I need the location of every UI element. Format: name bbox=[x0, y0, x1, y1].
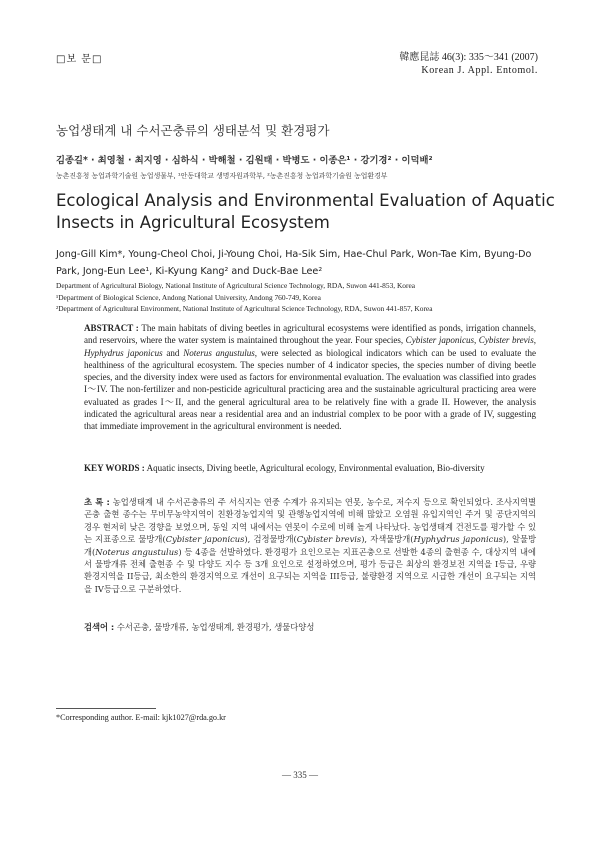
journal-kr: 韓應昆誌 46(3): 335～341 (2007) bbox=[399, 52, 538, 63]
abstract-text-2: , were selected as biological indicators which can be used to evaluate the healthiness of the agricultural ecosystem. The species number of 4 indicator species, the species number of diving beetle species, and the diversity index were used as factors for environmental evaluation. The evaluation was classified into grades I～IV. The non-fertilizer and non-pesticide agricultural practicing area and the sustainable agricultural practicing area were evaluated as grades I～II, and the general agricultural area to be relatively fine with a grade II. However, the analysis indicated the agricultural areas near a residential area and an industrial complex to be poor with a grade of IV, suggesting that immediate improvement in the agricultural environment is needed. bbox=[84, 347, 537, 432]
abstract-kr-text-3: ), 자색물방개( bbox=[361, 534, 414, 545]
kr-species-1: Cybister japonicus bbox=[165, 534, 245, 545]
journal-en: Korean J. Appl. Entomol. bbox=[421, 65, 538, 76]
keywords-english bbox=[84, 463, 536, 473]
journal-citation bbox=[399, 51, 538, 77]
abstract-label: ABSTRACT : bbox=[84, 323, 139, 333]
species-cybister-japonicus: Cybister japonicus bbox=[405, 335, 475, 346]
keywords-kr-label: 검색어 : bbox=[84, 622, 115, 632]
corresponding-author-footnote: *Corresponding author. E-mail: kjk1027@rda.go.kr bbox=[56, 713, 226, 722]
abstract-english: ABSTRACT : The main habitats of diving beetles in agricultural ecosystems were identified as ponds, irrigation channels, and reservoirs, where the water system is maintained throughout the year. Four species, Cybister japonicus, Cybister brevis, Hyphydrus japonicus and Noterus angustulus, were selected as biological indicators which can be used to evaluate the healthiness of the agricultural ecosystem. The species number of 4 indicator species, the species number of diving beetle species, and the diversity index were used as factors for environmental evaluation. The evaluation was classified into grades I～IV. The non-fertilizer and non-pesticide agricultural practicing area and the sustainable agricultural practicing area were evaluated as grades I～II, and the general agricultural area to be relatively fine with a grade II. However, the analysis indicated the agricultural areas near a residential area and an industrial complex to be poor with a grade of IV, suggesting that immediate improvement in the agricultural environment is needed. bbox=[84, 323, 537, 432]
kr-species-3: Hyphydrus japonicus bbox=[413, 534, 503, 545]
authors-english: Jong-Gill Kim*, Young-Cheol Choi, Ji-Young Choi, Ha-Sik Sim, Hae-Chul Park, Won-Tae Kim, Byung-Do Park, Jong-Eun Lee¹, Ki-Kyung Kang² and Duck-Bae Lee² bbox=[56, 249, 532, 277]
page-number: — 335 — bbox=[282, 770, 318, 780]
abstract-korean bbox=[84, 496, 536, 595]
abstract-kr-text-5: ) 등 4종을 선발하였다. 환경평가 요인으로는 지표곤충으로 선발한 4종의 출현종 수, 대상지역 내에서 물방개류 전체 출현종 수 및 다양도 지수 등 3개 요인으로 설정하였으며, 평가 등급은 최상의 환경보전 지역을 I등급, 우량 환경지역을 II등급, 최소한의 환경지역으로 개선이 요구되는 지역을 III등급, 불량환경 지역으로 시급한 개선이 요구되는 지역을 IV등급으로 구분하였다. bbox=[84, 546, 536, 594]
section-label: □보 문□ bbox=[56, 54, 103, 65]
affiliation-2: ¹Department of Biological Science, Andong National University, Andong 760-749, Korea bbox=[56, 292, 321, 302]
title-korean: 농업생태계 내 수서곤충류의 생태분석 및 환경평가 bbox=[56, 123, 330, 138]
affiliation-3: ²Department of Agricultural Environment, National Institute of Agricultural Science Technology, RDA, Suwon 441-857, Korea bbox=[56, 304, 433, 313]
affiliation-1: Department of Agricultural Biology, National Institute of Agricultural Science Technology, RDA, Suwon 441-853, Korea bbox=[56, 281, 416, 290]
abstract-kr-text-1: 농업생태계 내 수서곤충류의 주 서식지는 연중 수계가 유지되는 연못, 농수로, 저수지 등으로 확인되었다. 조사지역별 곤충 출현 종수는 무비무농약지역이 친환경농업지역 및 관행농업지역에 비해 많았고 오염원 유입지역인 주거 및 공단지역의 경우 현저히 낮은 경향을 보였으며, 동일 지역 내에서는 연못이 수로에 비해 높게 나타났다. 농업생태계 건전도를 평가할 수 있는 지표종으로 물방개( bbox=[84, 497, 537, 545]
keywords-korean bbox=[84, 621, 536, 633]
footnote-divider bbox=[56, 708, 156, 709]
abstract-text-1: The main habitats of diving beetles in agricultural ecosystems were identified as ponds, irrigation channels, and reservoirs, where the water system is maintained throughout the year. Four species, bbox=[84, 323, 536, 346]
kr-species-2: Cybister brevis bbox=[296, 534, 362, 545]
keywords-label: KEY WORDS : bbox=[84, 463, 145, 473]
species-noterus-angustulus: Noterus angustulus bbox=[183, 347, 255, 358]
authors-korean: 김종길* · 최영철 · 최지영 · 심하식 · 박해철 · 김원태 · 박병도 · 이종은¹ · 강기경² · 이덕배² bbox=[56, 155, 433, 166]
keywords-kr-text: 수서곤충, 물방개류, 농업생태계, 환경평가, 생물다양성 bbox=[116, 622, 315, 632]
abstract-and: and bbox=[166, 347, 180, 358]
title-english: Ecological Analysis and Environmental Evaluation of Aquatic Insects in Agricultural Ecosystem bbox=[56, 191, 555, 232]
abstract-kr-label: 초 록 : bbox=[84, 497, 110, 507]
abstract-kr-text-2: ), 검정물방개( bbox=[244, 534, 297, 545]
keywords-text: Aquatic insects, Diving beetle, Agricultural ecology, Environmental evaluation, Bio-diversity bbox=[146, 463, 485, 473]
kr-species-4: Noterus angustulus bbox=[95, 546, 179, 557]
species-hyphydrus-japonicus: Hyphydrus japonicus bbox=[84, 347, 163, 358]
abstract-kr-text-4: ), 알물방개( bbox=[84, 534, 536, 557]
species-cybister-brevis: Cybister brevis bbox=[478, 335, 534, 346]
affiliations-english bbox=[56, 280, 556, 315]
affiliations-korean: 농촌진흥청 농업과학기술원 농업생물부, ¹안동대학교 생명자원과학부, ²농촌진흥청 농업과학기술원 농업환경부 bbox=[56, 172, 388, 180]
